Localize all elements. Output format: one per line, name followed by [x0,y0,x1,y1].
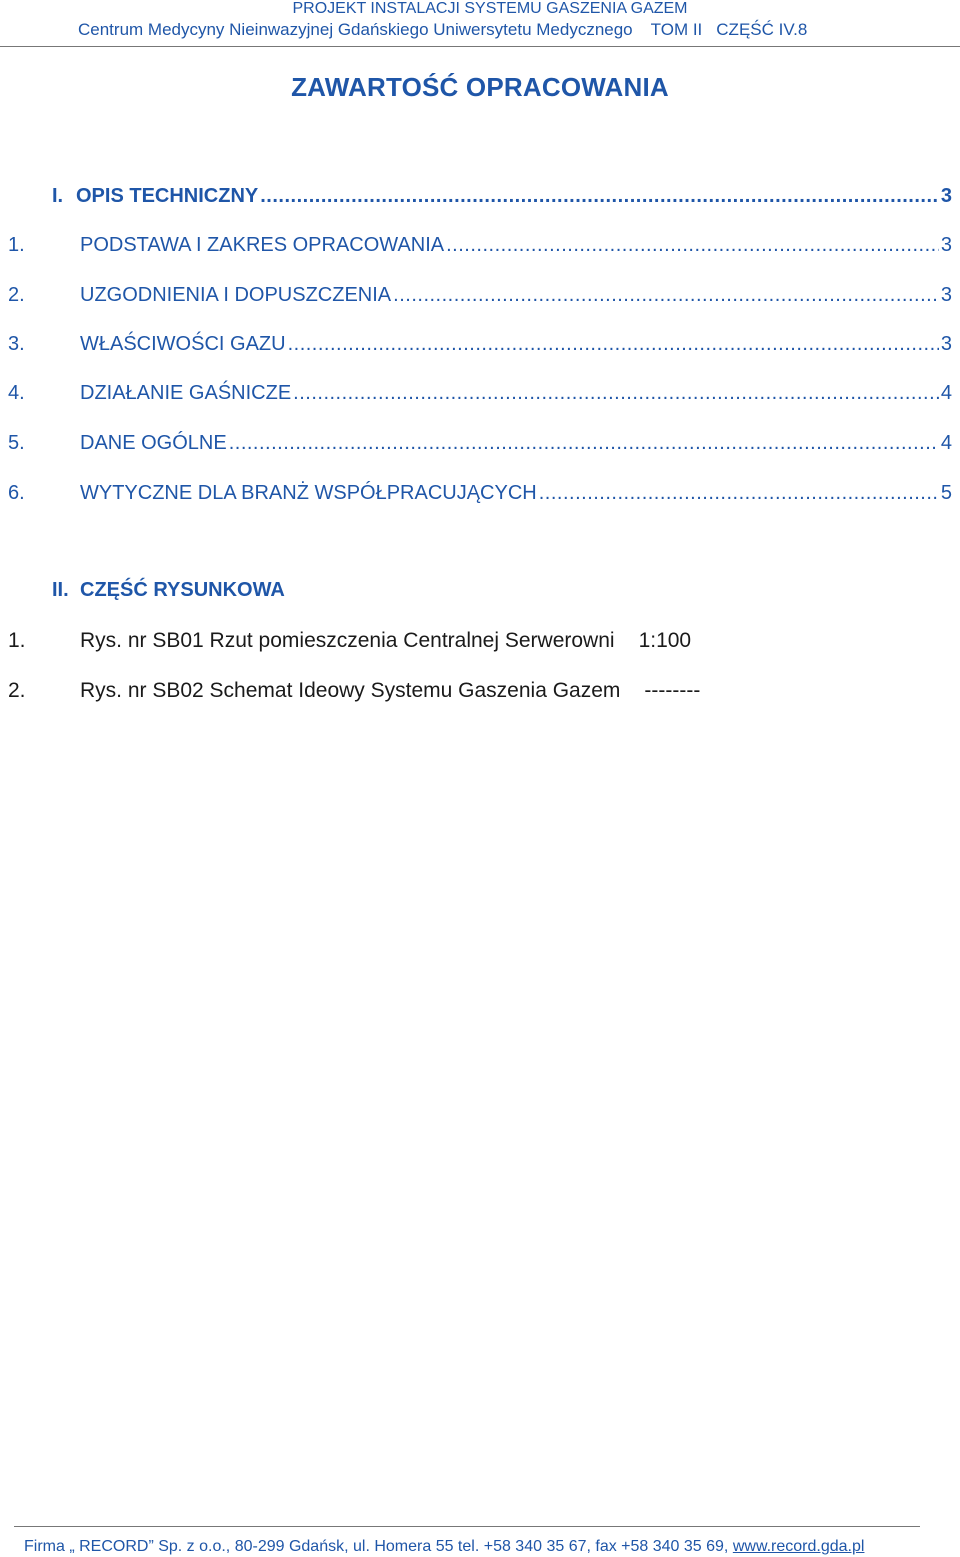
toc-item-label: WYTYCZNE DLA BRANŻ WSPÓŁPRACUJĄCYCH [80,482,537,504]
toc-section-opis-techniczny[interactable] [28,184,952,208]
footer-company-info: Firma „ RECORD” Sp. z o.o., 80-299 Gdańsk, ul. Homera 55 tel. +58 340 35 67, fax +58 340 35 69, [24,1538,729,1555]
header-institution: Centrum Medycyny Nieinwazyjnej Gdańskiego Uniwersytetu Medycznego [78,20,633,39]
toc-item-label: WŁAŚCIWOŚCI GAZU [80,333,286,355]
toc-page-number: 5 [940,482,952,504]
drawing-number: 1. [8,629,26,652]
toc-item-label: DZIAŁANIE GAŚNICZE [80,382,292,404]
toc-leader-dots [293,381,939,405]
page-footer [24,1537,864,1557]
drawing-title: Rys. nr SB02 Schemat Ideowy Systemu Gaszenia Gazem [80,679,621,702]
toc-leader-dots [288,332,939,356]
toc-item[interactable] [8,283,952,307]
drawings-section-label: CZĘŚĆ RYSUNKOWA [80,579,285,601]
toc-item-number: 1. [8,234,25,256]
toc-item-number: 3. [8,333,25,355]
toc-leader-dots [539,481,939,505]
page-title: ZAWARTOŚĆ OPRACOWANIA [291,72,669,102]
header-project-title: PROJEKT INSTALACJI SYSTEMU GASZENIA GAZEM [292,0,688,17]
toc-item[interactable] [8,233,952,257]
toc-item-number: 2. [8,284,25,306]
toc-page-number: 3 [940,185,952,207]
toc-item-label: PODSTAWA I ZAKRES OPRACOWANIA [80,234,445,256]
drawing-scale: -------- [644,679,701,702]
footer-divider [14,1526,920,1527]
toc-leader-dots [393,283,939,307]
toc-page-number: 3 [940,284,952,306]
toc-item[interactable] [8,481,952,505]
drawings-section-heading [52,579,285,602]
drawing-number: 2. [8,679,26,702]
drawing-scale: 1:100 [638,629,692,652]
toc-item-number: 6. [8,482,25,504]
toc-page-number: 3 [940,234,952,256]
toc-section-number: I. [52,185,64,207]
toc-page-number: 4 [940,432,952,454]
toc-item[interactable] [8,332,952,356]
toc-leader-dots [446,233,939,257]
toc-item[interactable] [8,381,952,405]
drawing-list-item [8,628,691,654]
page-header [0,0,960,47]
footer-website-link[interactable]: www.record.gda.pl [732,1538,865,1555]
toc-leader-dots [229,431,939,455]
drawing-list-item [8,678,700,704]
header-subtitle [78,20,807,40]
toc-item-label: DANE OGÓLNE [80,432,227,454]
toc-leader-dots [260,184,939,208]
toc-item-number: 4. [8,382,25,404]
toc-section-label: OPIS TECHNICZNY [76,185,259,207]
drawings-section-number: II. [52,579,69,601]
drawing-title: Rys. nr SB01 Rzut pomieszczenia Centralnej Serwerowni [80,629,615,652]
toc-item[interactable] [8,431,952,455]
toc-page-number: 3 [940,333,952,355]
header-part: CZĘŚĆ IV.8 [716,20,808,39]
toc-item-label: UZGODNIENIA I DOPUSZCZENIA [80,284,392,306]
toc-item-number: 5. [8,432,25,454]
toc-page-number: 4 [940,382,952,404]
header-volume: TOM II [650,20,703,39]
